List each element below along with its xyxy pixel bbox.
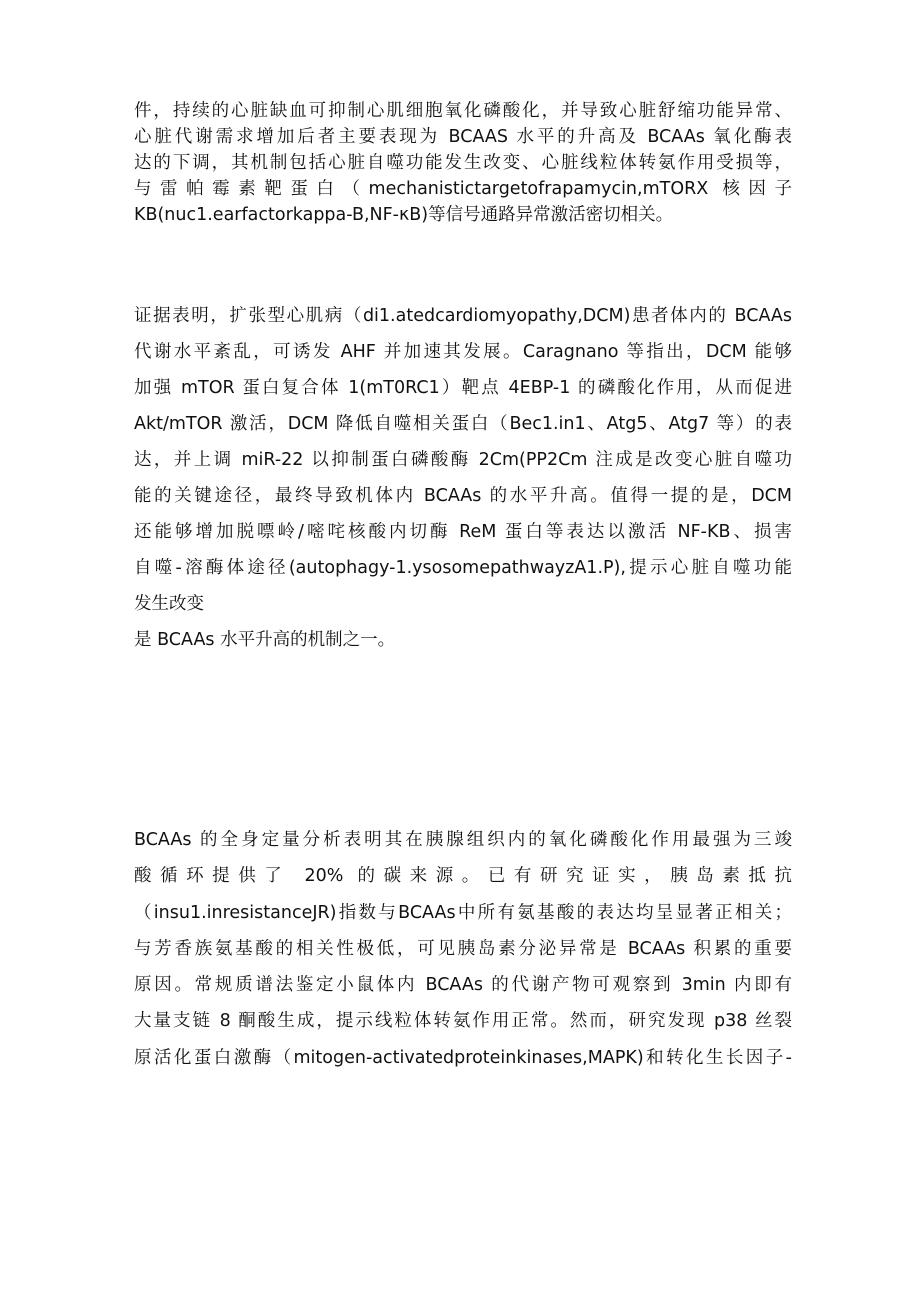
paragraph-line: 达，并上调 miR-22 以抑制蛋白磷酸酶 2Cm(PP2Cm 注成是改变心脏自噬功 xyxy=(134,450,792,470)
paragraph-line: KB(nuc1.earfactorkappa-B,NF-κB)等信号通路异常激活密切相关。 xyxy=(134,205,674,225)
paragraph-line: 自噬-溶酶体途径(autophagy-1.ysosomepathwayzA1.P),提示心脏自噬功能 xyxy=(134,558,792,578)
paragraph-line: 代谢水平紊乱，可诱发 AHF 并加速其发展。Caragnano 等指出，DCM 能够 xyxy=(134,342,792,362)
paragraph-line: 心脏代谢需求增加后者主要表现为 BCAAS 水平的升高及 BCAAs 氧化酶表 xyxy=(134,127,792,147)
paragraph-line: 酸循环提供了 20% 的碳来源。已有研究证实，胰岛素抵抗 xyxy=(134,866,792,887)
paragraph-line: 件，持续的心脏缺血可抑制心肌细胞氧化磷酸化，并导致心脏舒缩功能异常、 xyxy=(134,101,792,121)
paragraph-line: 与雷帕霉素靶蛋白（mechanistictargetofrapamycin,mTORX 核因子 xyxy=(134,179,792,199)
paragraph-line: 发生改变 xyxy=(134,594,204,614)
paragraph-line: （insu1.inresistanceJR)指数与BCAAs中所有氨基酸的表达均呈显著正相关； xyxy=(134,902,792,923)
paragraph-line: Akt/mTOR 激活，DCM 降低自噬相关蛋白（Bec1.in1、Atg5、Atg7 等）的表 xyxy=(134,414,792,434)
paragraph-line: 加强 mTOR 蛋白复合体 1(mT0RC1）靶点 4EBP-1 的磷酸化作用，从而促进 xyxy=(134,378,792,398)
paragraph-line: 是 BCAAs 水平升高的机制之一。 xyxy=(134,630,396,650)
paragraph-line: 证据表明，扩张型心肌病（di1.atedcardiomyopathy,DCM)患者体内的 BCAAs xyxy=(134,306,792,326)
paragraph-line: 达的下调，其机制包括心脏自噬功能发生改变、心脏线粒体转氨作用受损等， xyxy=(134,153,792,173)
paragraph-2 xyxy=(134,298,792,658)
paragraph-line: 与芳香族氨基酸的相关性极低，可见胰岛素分泌异常是 BCAAs 积累的重要 xyxy=(134,938,792,959)
paragraph-line: 大量支链 8 酮酸生成，提示线粒体转氨作用正常。然而，研究发现 p38 丝裂 xyxy=(134,1011,792,1032)
paragraph-line: 能的关键途径，最终导致机体内 BCAAs 的水平升高。值得一提的是，DCM xyxy=(134,486,792,506)
paragraph-line: 原活化蛋白激酶（mitogen-activatedproteinkinases,MAPK)和转化生长因子- xyxy=(134,1047,792,1068)
paragraph-line: 原因。常规质谱法鉴定小鼠体内 BCAAs 的代谢产物可观察到 3min 内即有 xyxy=(134,975,792,996)
paragraph-1 xyxy=(134,98,792,228)
paragraph-line: BCAAs 的全身定量分析表明其在胰腺组织内的氧化磷酸化作用最强为三竣 xyxy=(134,830,792,850)
paragraph-3 xyxy=(134,822,792,1076)
paragraph-line: 还能够增加脱嘌岭/嘧咤核酸内切酶 ReM 蛋白等表达以激活 NF-KB、损害 xyxy=(134,522,792,542)
